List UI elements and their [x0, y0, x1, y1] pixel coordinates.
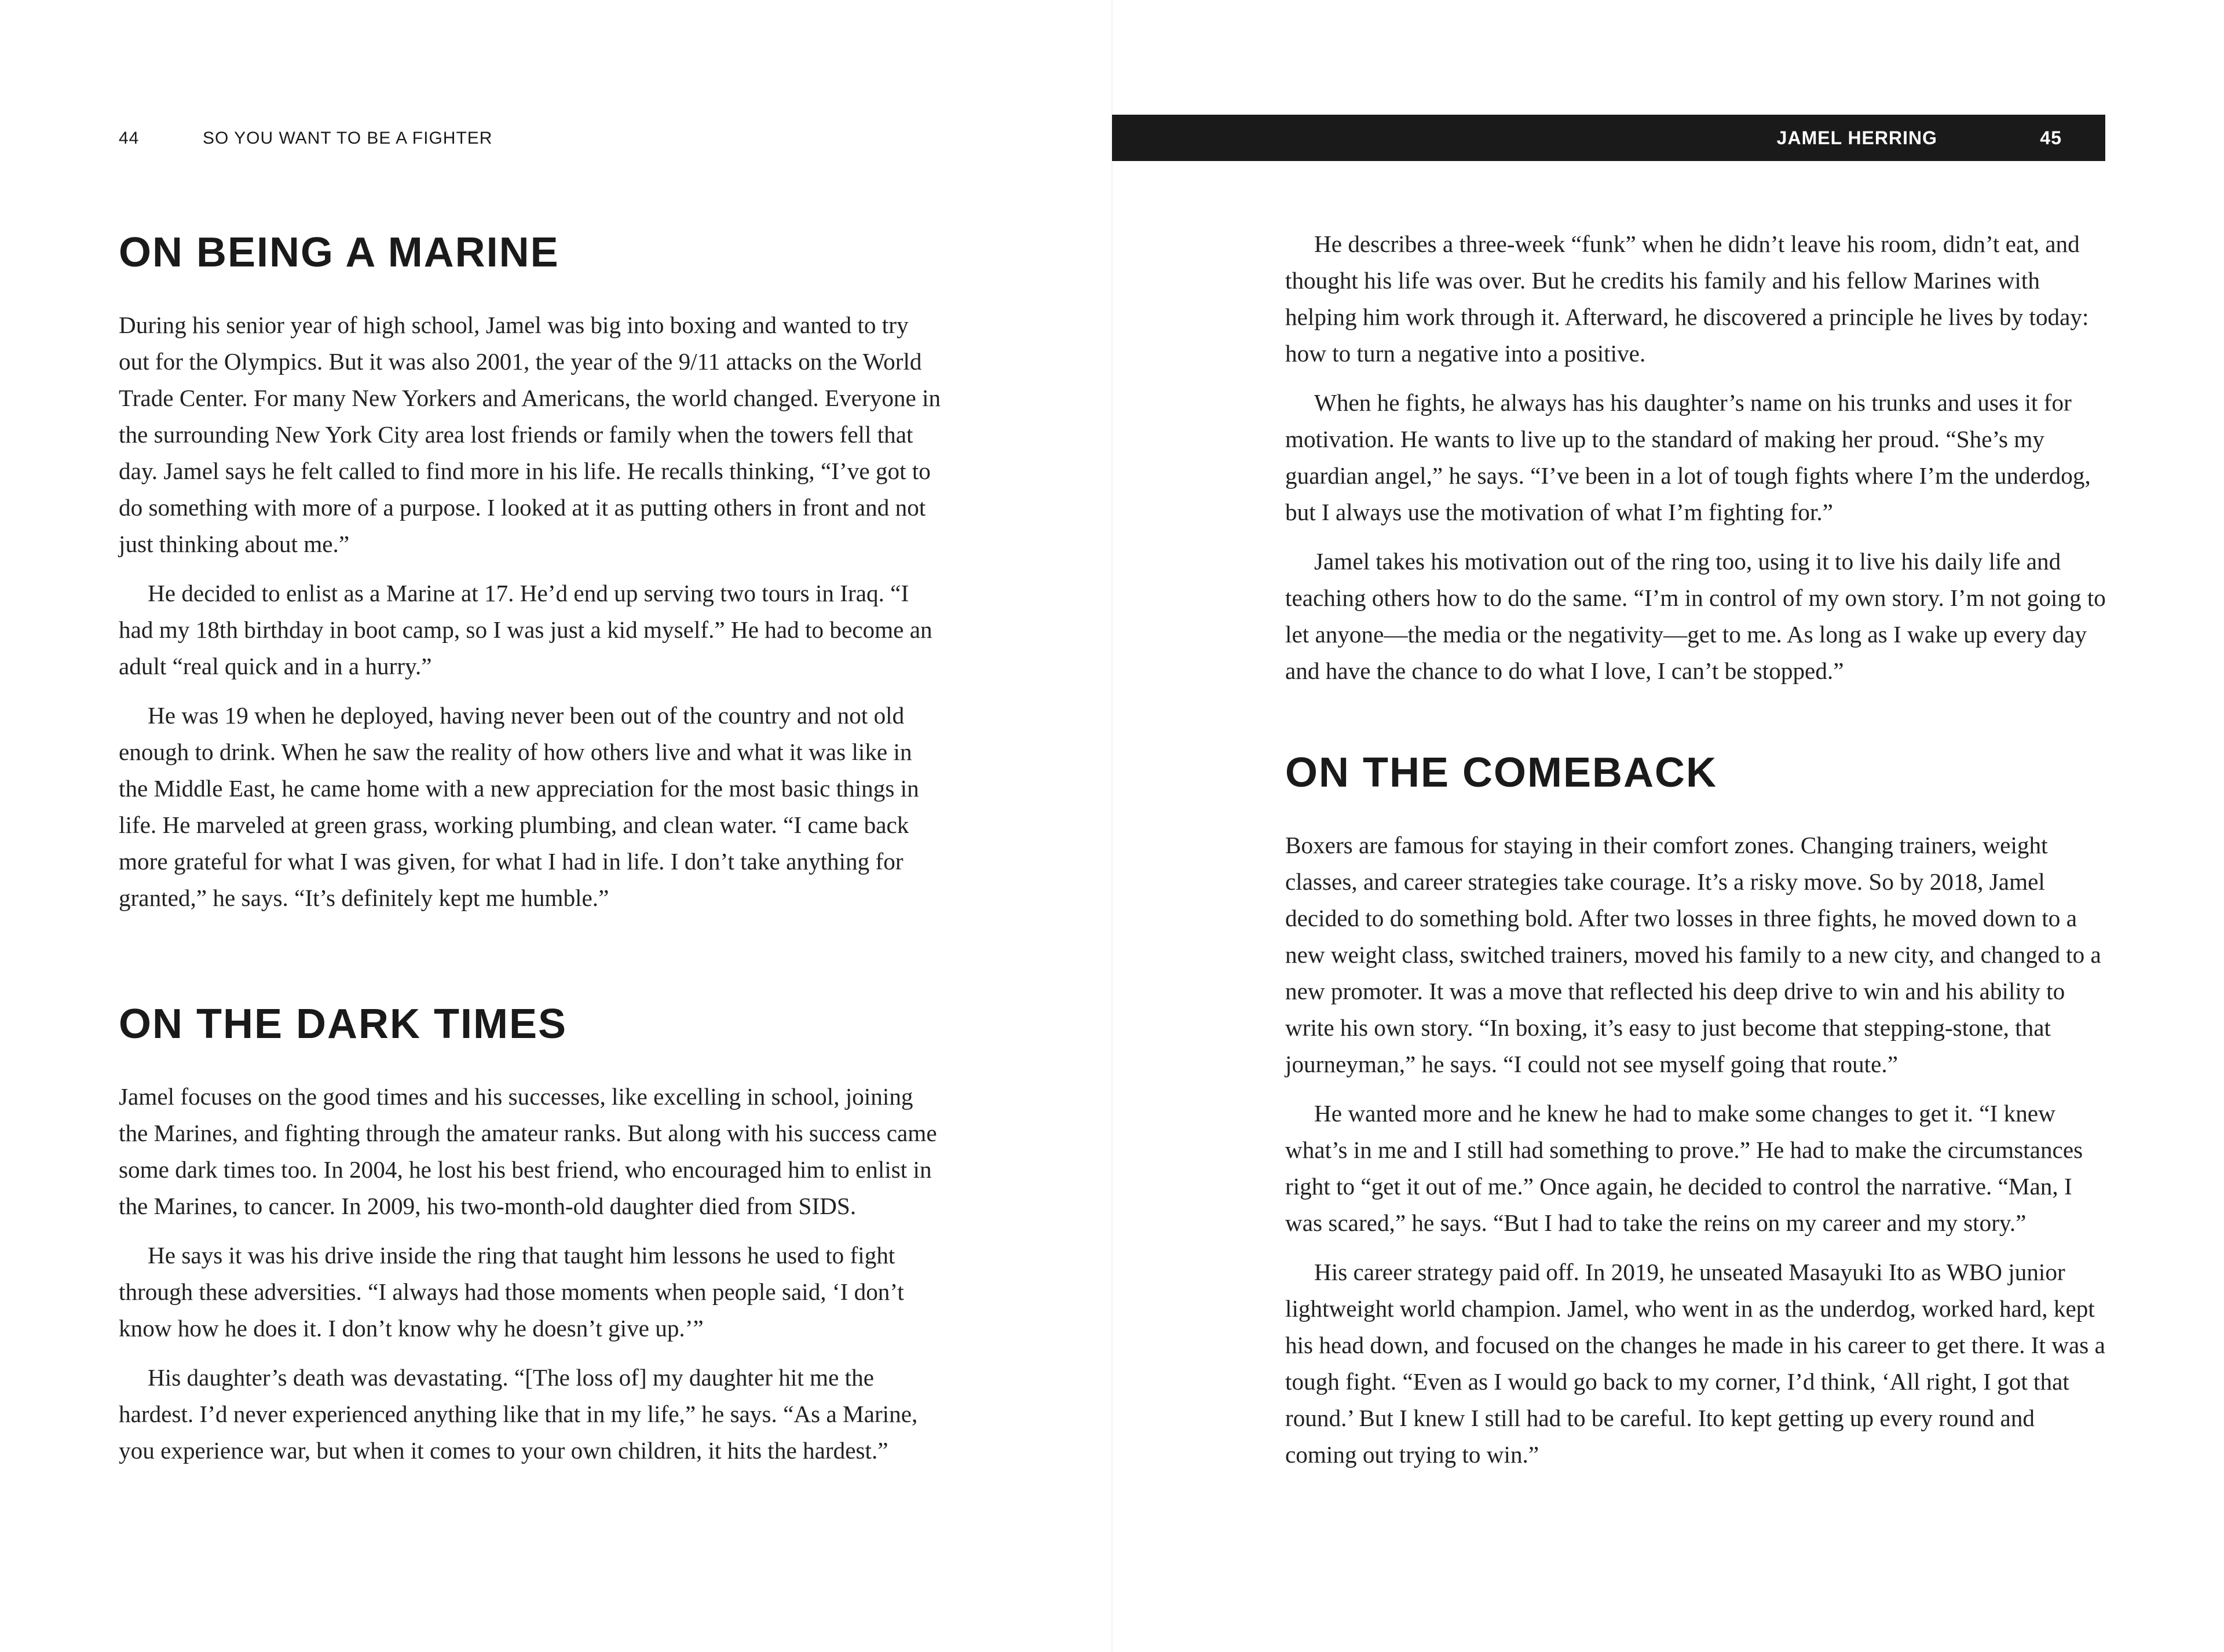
right-running-head-bar — [1112, 115, 2105, 161]
section-heading: ON THE COMEBACK — [1285, 750, 1717, 796]
paragraph: During his senior year of high school, Jamel was big into boxing and wanted to try out for the Olympics. But it was also 2001, the year of the 9/11 attacks on the World Trade Center. For many New Yorkers and Americans, the world changed. Everyone in the surrounding New York City area lost friends or family when the towers fell that day. Jamel says he felt called to find more in his life. He recalls thinking, “I’ve got to do something with more of a purpose. I looked at it as putting others in front and not just thinking about me.” — [119, 312, 941, 557]
right-page — [1112, 0, 2224, 1652]
left-running-head — [119, 129, 492, 148]
section-heading: ON BEING A MARINE — [119, 229, 559, 276]
paragraph: He says it was his drive inside the ring that taught him lessons he used to fight through these adversities. “I always had those moments when people said, ‘I don’t know how he does it. I don’t know why he doesn’t give up.’” — [119, 1242, 904, 1342]
section-on-the-dark-times — [119, 1003, 941, 1469]
paragraph: His daughter’s death was devastating. “[The loss of] my daughter hit me the hardest. I’d never experienced anything like that in my life,” he says. “As a Marine, you experience war, but when it comes to your own children, it hits the hardest.” — [119, 1364, 918, 1464]
paragraph: Jamel takes his motivation out of the ring too, using it to live his daily life and teaching others how to do the same. “I’m in control of my own story. I’m not going to let anyone—the media or the negativity—get to me. As long as I wake up every day and have the chance to do what I love, I can’t be stopped.” — [1285, 548, 2106, 684]
left-running-head-title: SO YOU WANT TO BE A FIGHTER — [203, 129, 493, 148]
paragraph: Jamel focuses on the good times and his successes, like excelling in school, joining the Marines, and fighting through the amateur ranks. But along with his success came some dark times too. In 2004, he lost his best friend, who encouraged him to enlist in the Marines, to cancer. In 2009, his two-month-old daughter died from SIDS. — [119, 1083, 937, 1219]
section-on-being-a-marine — [119, 229, 941, 916]
section-heading: ON THE DARK TIMES — [119, 1001, 568, 1047]
paragraph: Boxers are famous for staying in their comfort zones. Changing trainers, weight classes, and career strategies take courage. It’s a risky move. So by 2018, Jamel decided to do something bold. After two losses in three fights, he moved down to a new weight class, switched trainers, moved his family to a new city, and changed to a new promoter. It was a move that reflected his deep drive to win and his ability to write his own story. “In boxing, it’s easy to just become that stepping-stone, that journeyman,” he says. “I could not see myself going that route.” — [1285, 832, 2101, 1077]
paragraph: He was 19 when he deployed, having never been out of the country and not old enough to drink. When he saw the reality of how others live and what it was like in the Middle East, he came home with a new appreciation for the most basic things in life. He marveled at green grass, working plumbing, and clean water. “I came back more grateful for what I was given, for what I had in life. I don’t take anything for granted,” he says. “It’s definitely kept me humble.” — [119, 702, 919, 911]
left-page-number: 44 — [119, 129, 140, 148]
continued-text — [1285, 226, 2108, 689]
paragraph: His career strategy paid off. In 2019, he unseated Masayuki Ito as WBO junior lightweight world champion. Jamel, who went in as the underdog, worked hard, kept his head down, and focused on the changes he made in his career to get there. It was a tough fight. “Even as I would go back to my corner, I’d think, ‘All right, I got that round.’ But I knew I still had to be careful. Ito kept getting up every round and coming out trying to win.” — [1285, 1259, 2105, 1468]
section-on-the-comeback — [1285, 752, 2108, 1473]
paragraph: He wanted more and he knew he had to make some changes to get it. “I knew what’s in me and I still had something to prove.” He had to make the circumstances right to “get it out of me.” Once again, he decided to control the narrative. “Man, I was scared,” he says. “But I had to take the reins on my career and my story.” — [1285, 1100, 2083, 1236]
paragraph: He describes a three-week “funk” when he didn’t leave his room, didn’t eat, and thought his life was over. But he credits his family and his fellow Marines with helping him work through it. Afterward, he discovered a principle he lives by today: how to turn a negative into a positive. — [1285, 231, 2089, 367]
right-running-head-title: JAMEL HERRING — [1776, 127, 1937, 148]
paragraph: When he fights, he always has his daughter’s name on his trunks and uses it for motivation. He wants to live up to the standard of making her proud. “She’s my guardian angel,” he says. “I’ve been in a lot of tough fights where I’m the underdog, but I always use the motivation of what I’m fighting for.” — [1285, 389, 2091, 525]
right-page-number: 45 — [2040, 127, 2062, 148]
paragraph: He decided to enlist as a Marine at 17. He’d end up serving two tours in Iraq. “I had my 18th birthday in boot camp, so I was just a kid myself.” He had to become an adult “real quick and in a hurry.” — [119, 580, 932, 679]
